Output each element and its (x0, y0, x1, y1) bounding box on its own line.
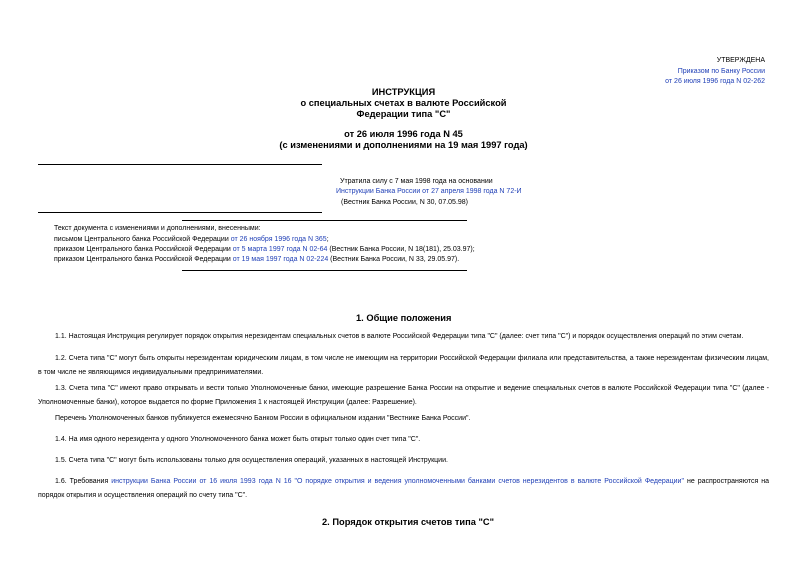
approval-label: УТВЕРЖДЕНА (716, 57, 765, 64)
separator-line (38, 164, 322, 165)
section-heading: 2. Порядок открытия счетов типа "С" (322, 517, 494, 527)
paragraph-1-6 (38, 475, 769, 503)
amendment-text: ; (326, 236, 329, 243)
amendment-item (54, 245, 475, 255)
approval-date-link[interactable]: от 26 июля 1996 года N 02-262 (665, 78, 765, 85)
amendment-text: (Вестник Банка России, N 33, 29.05.97). (328, 256, 460, 263)
instruction-16-link[interactable]: инструкции Банка России от 16 июля 1993 года N 16 "О порядке открытия и ведения уполномоченными банками счетов нерезидентов в валюте Российской Федерации" (111, 478, 684, 485)
lost-force-link[interactable]: Инструкции Банка России от 27 апреля 1998 года N 72-И (336, 188, 522, 195)
amendment-link[interactable]: от 26 ноября 1996 года N 365 (230, 236, 327, 243)
doc-subtitle-line1: о специальных счетах в валюте Российской (300, 98, 507, 108)
amendment-item (54, 235, 329, 245)
paragraph-1-1: 1.1. Настоящая Инструкция регулирует порядок открытия нерезидентам специальных счетов в валюте Российской Федерации типа "С" (далее: счет типа "С") и порядок осуществления операций по этим счетам. (55, 333, 744, 340)
amendment-text: письмом Центрального банка Российской Федерации (54, 236, 231, 243)
separator-line (182, 270, 467, 271)
doc-amendments-note: (с изменениями и дополнениями на 19 мая 1997 года) (279, 140, 528, 150)
amendment-text: (Вестник Банка России, N 18(181), 25.03.97); (327, 246, 475, 253)
amendment-text: приказом Центрального банка Российской Федерации (54, 256, 233, 263)
paragraph-1-5: 1.5. Счета типа "С" могут быть использованы только для осуществления операций, указанных в настоящей Инструкции. (55, 457, 448, 464)
doc-subtitle-line2: Федерации типа "С" (356, 109, 451, 119)
section-heading: 1. Общие положения (356, 313, 452, 323)
paragraph-1-4: 1.4. На имя одного нерезидента у одного Уполномоченного банка может быть открыт только один счет типа "С". (55, 436, 421, 443)
paragraph-1-3: 1.3. Счета типа "С" имеют право открывать и вести только Уполномоченные банки, имеющие разрешение Банка России на открытие и ведение специальных счетов в валюте Российской Федерации типа "С" (далее - Уполномоченные банки), которое выдается по форме Приложения 1 к настоящей Инструкции (далее: Разрешение). (38, 385, 769, 406)
amendment-link[interactable]: от 5 марта 1997 года N 02-64 (232, 246, 328, 253)
paragraph-1-2: 1.2. Счета типа "С" могут быть открыты нерезидентам юридическим лицам, в том числе не имеющим на территории Российской Федерации филиала или представительства, а также нерезидентам физическим лицам, в том числе не являющимся индивидуальными предпринимателями. (38, 355, 769, 376)
separator-line (38, 212, 322, 213)
paragraph-text: 1.6. Требования (55, 478, 112, 485)
doc-title: ИНСТРУКЦИЯ (371, 87, 436, 97)
separator-line (182, 220, 467, 221)
doc-date: от 26 июля 1996 года N 45 (344, 129, 463, 139)
approval-order-link[interactable]: Приказом по Банку России (677, 68, 765, 75)
paragraph-text: не распространяются на порядок открытия и осуществления операций по счету типа "С". (38, 478, 769, 499)
lost-force-source: (Вестник Банка России, N 30, 07.05.98) (341, 199, 469, 206)
amendment-item (54, 255, 459, 265)
amendment-text: приказом Центрального банка Российской Федерации (54, 246, 233, 253)
amendments-intro: Текст документа с изменениями и дополнениями, внесенными: (54, 225, 261, 232)
lost-force-text: Утратила силу с 7 мая 1998 года на основании (340, 178, 493, 185)
paragraph-perechen: Перечень Уполномоченных банков публикуется ежемесячно Банком России в официальном издании "Вестнике Банка России". (55, 415, 471, 422)
amendment-link[interactable]: от 19 мая 1997 года N 02-224 (232, 256, 329, 263)
